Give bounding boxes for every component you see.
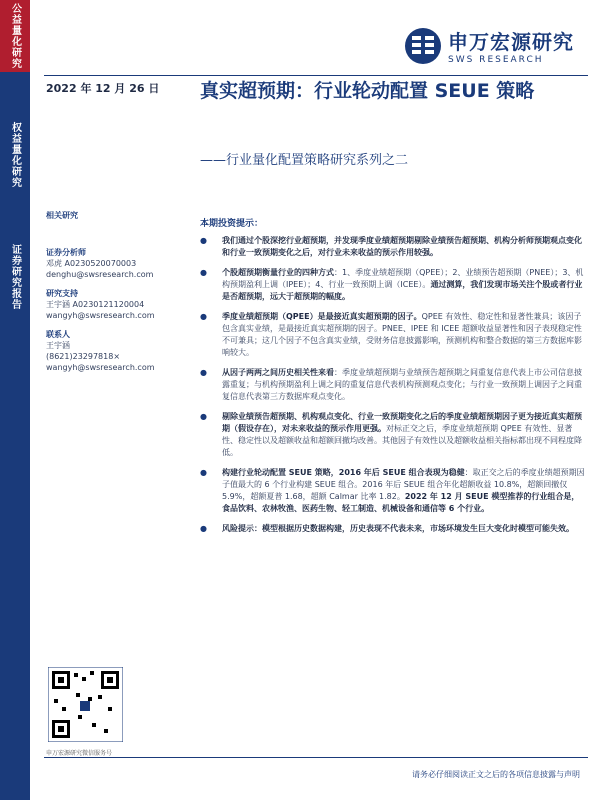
contact-email[interactable]: wangyh@swsresearch.com (46, 363, 155, 372)
sidebar-tab-equity-quant (0, 110, 30, 200)
investment-highlights-heading: 本期投资提示： (200, 219, 264, 229)
sws-logo-icon (404, 27, 442, 65)
support-name: 王宇涵 A0230121120004 (46, 300, 145, 309)
report-subtitle: ——行业量化配置策略研究系列之二 (200, 153, 409, 168)
logo-cn-text: 申万宏源研究 (448, 30, 574, 54)
analyst-label: 证券分析师 (46, 248, 86, 257)
contact-label: 联系人 (46, 330, 70, 339)
analyst-name: 邓虎 A0230520070003 (46, 259, 137, 268)
wechat-qr-code[interactable] (48, 667, 123, 742)
list-item (200, 311, 585, 359)
bullet-text: 对标正交之后，季度业绩超预期 QPEE 有效性、显著性、稳定性以及超额收益和超额回撤均改善。其他因子有效性以及超额收益相关指标都出现不同程度降低。 (222, 424, 582, 457)
sidebar-tab-label: 权益量化研究 (9, 122, 21, 188)
bullet-bold: 个股超预期衡量行业的四种方式 (222, 268, 334, 277)
list-item (200, 267, 585, 303)
sidebar-tab-label: 证券研究报告 (9, 244, 21, 310)
report-date: 2022 年 12 月 26 日 (46, 82, 160, 95)
logo-en-text: SWS RESEARCH (448, 55, 544, 65)
bullet-text: ：取正交之后的季度业绩超预期因子值最大的 6 个行业构建 SEUE 组合。2016 年后 SEUE 组合年化超额收益 10.8%，超额回撤仅 5.9%，超额夏普 1.68，超额 Calmar 比率 1.82。 (222, 468, 585, 501)
bullet-bold-2: 2022 年 12 月 SEUE 模型推荐的行业组合是，食品饮料、农林牧渔、医药生物、轻工制造、机械设备和通信等 6 个行业。 (222, 492, 580, 513)
sidebar-tab-label: 公益量化研究 (9, 3, 21, 69)
main-content (200, 216, 585, 543)
contact-phone: (8621)23297818× (46, 352, 121, 361)
sws-logo (404, 26, 574, 65)
highlights-list (200, 235, 585, 535)
list-item (200, 235, 585, 259)
qr-caption: 申万宏源研究微信服务号 (46, 750, 113, 757)
bullet-bold: 我们通过个股深挖行业超预期，并发现季度业绩超预期剔除业绩预告超预期、机构分析师预期观点变化和行业一致预期变化之后，对行业未来收益的预示作用较强。 (222, 236, 582, 257)
bullet-bold: 从因子两两之间历史相关性来看 (222, 368, 334, 377)
related-research-label: 相关研究 (46, 211, 78, 220)
bottom-divider (44, 757, 588, 758)
list-item (200, 411, 585, 459)
bullet-bold-2: 通过测算，我们发现市场关注个股或者行业是否超预期，远大于超预期的幅度。 (222, 280, 583, 301)
bullet-bold: 构建行业轮动配置 SEUE 策略，2016 年后 SEUE 组合表现为稳健 (222, 468, 465, 477)
bullet-bold: 季度业绩超预期（QPEE）是最接近真实超预期的因子。 (222, 312, 422, 321)
list-item (200, 467, 585, 515)
analyst-email[interactable]: denghu@swsresearch.com (46, 270, 154, 279)
disclaimer-text: 请务必仔细阅读正文之后的各项信息披露与声明 (412, 770, 580, 779)
bullet-text: ：1、季度业绩超预期（QPEE）；2、业绩预告超预期（PNEE）；3、机构预期盈利上调（IPEE）；4、行业一致预期上调（ICEE）。 (222, 268, 584, 289)
bullet-bold: 风险提示：模型根据历史数据构建，历史表现不代表未来，市场环境发生巨大变化时模型可能失效。 (222, 524, 574, 533)
report-title: 真实超预期：行业轮动配置 SEUE 策略 (200, 80, 535, 102)
sidebar-tab-public-quant (0, 0, 30, 72)
list-item (200, 367, 585, 403)
bullet-text: QPEE 有效性、稳定性和显著性兼具；该因子包含真实业绩，是最接近真实超预期的因子。PNEE、IPEE 和 ICEE 超额收益显著性和因子表现稳定性不可兼具；这几个因子不包含真实业绩，受财务信息披露影响，预测机构和整合数据的第三方数据库影响较大。 (222, 312, 582, 357)
list-item (200, 523, 585, 535)
bullet-bold: 剔除业绩预告超预期、机构观点变化、行业一致预期变化之后的季度业绩超预期因子更为接近真实超预期（假设存在），对未来收益的预示作用更强。 (222, 412, 582, 433)
side-info-panel (46, 210, 191, 373)
support-label: 研究支持 (46, 289, 78, 298)
contact-name: 王宇涵 (46, 341, 70, 350)
sidebar-tab-research-report (0, 232, 30, 322)
bullet-text: ：季度业绩超预期与业绩预告超预期之间重复信息代表上市公司信息披露重复；与机构预期盈利上调之间的重复信息代表机构预测观点变化；与行业一致预期上调因子之间重复信息代表第三方数据库观点变化。 (222, 368, 582, 401)
support-email[interactable]: wangyh@swsresearch.com (46, 311, 155, 320)
